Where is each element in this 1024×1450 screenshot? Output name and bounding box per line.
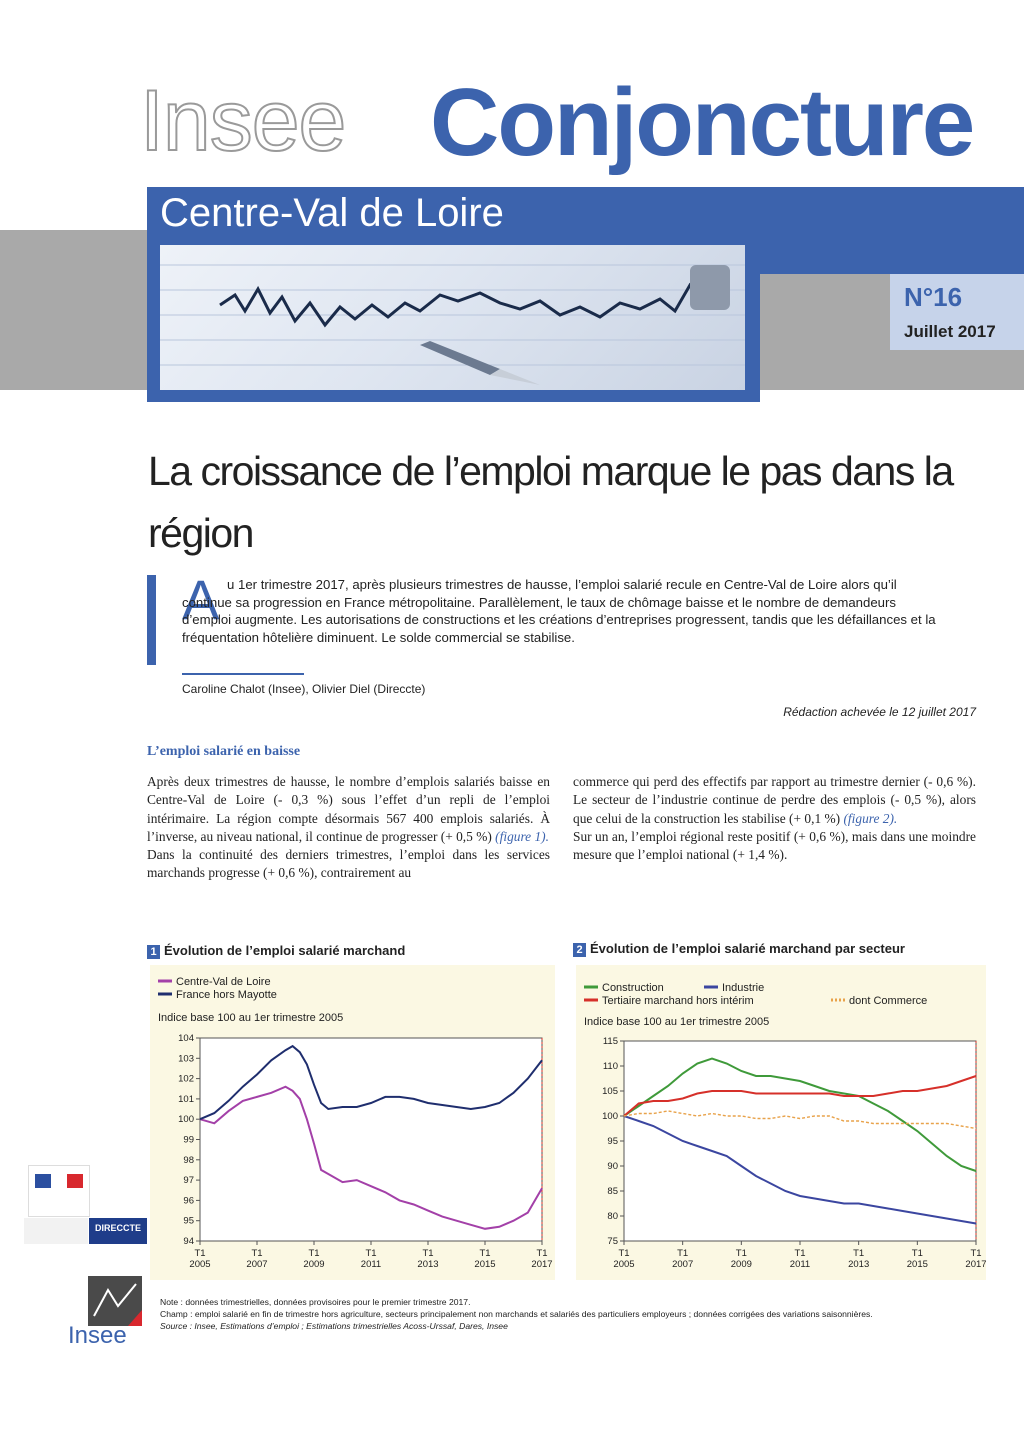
issue-date: Juillet 2017 — [904, 322, 996, 341]
legend-label: Industrie — [722, 982, 765, 994]
flag-blue — [35, 1174, 51, 1188]
republique-logo — [28, 1165, 90, 1217]
text-column-right — [573, 773, 976, 864]
insee-logo-icon — [88, 1276, 142, 1326]
champ-line: Champ : emploi salarié en fin de trimestre hors agriculture, secteurs principalement non marchands et salariés des particuliers employeurs ; données corrigées des variations saisonnières. — [160, 1309, 873, 1319]
abstract-rule — [182, 673, 304, 675]
text-column-left — [147, 773, 550, 883]
x-tick-label: 2007 — [246, 1259, 268, 1270]
figure-1-link[interactable]: (figure 1). — [495, 828, 549, 844]
flag-white — [51, 1174, 67, 1188]
figure-2-number: 2 — [573, 943, 586, 957]
section-heading: L’emploi salarié en baisse — [147, 744, 301, 759]
figure-2-title-text: Évolution de l’emploi salarié marchand par secteur — [590, 941, 905, 956]
abstract-accent-bar — [147, 575, 156, 665]
figure-2-link[interactable]: (figure 2). — [843, 810, 898, 826]
figure-1-title — [147, 943, 405, 959]
y-tick-label: 94 — [183, 1236, 194, 1247]
source-line: Source : Insee, Estimations d’emploi ; Estimations trimestrielles Acoss-Urssaf, Dares, Insee — [160, 1321, 508, 1331]
chart-2-svg — [576, 965, 986, 1280]
x-tick-label: T1 — [735, 1248, 747, 1259]
x-tick-label: T1 — [365, 1248, 377, 1259]
y-tick-label: 110 — [602, 1061, 618, 1072]
header-right-blue-band — [760, 187, 1024, 274]
brand-insee: Insee — [140, 73, 346, 169]
x-tick-label: 2011 — [360, 1259, 382, 1270]
x-tick-label: T1 — [194, 1248, 206, 1259]
x-tick-label: T1 — [536, 1248, 548, 1259]
x-tick-label: 2017 — [531, 1259, 553, 1270]
y-tick-label: 103 — [178, 1053, 194, 1065]
legend-label: France hors Mayotte — [176, 989, 277, 1001]
paragraph-text: commerce qui perd des effectifs par rapport au trimestre dernier (- 0,6 %). Le secteur de l’industrie continue de perdre des emplois (- 0,5 %), alors que celui de la construction les stabilise (+ 0,1 %) — [573, 774, 976, 826]
y-tick-label: 80 — [607, 1211, 618, 1222]
x-tick-label: 2005 — [189, 1259, 211, 1270]
y-tick-label: 100 — [602, 1111, 618, 1122]
paragraph — [147, 773, 550, 846]
figure-1-number: 1 — [147, 945, 160, 959]
y-tick-label: 104 — [178, 1033, 194, 1044]
figure-2-title — [573, 941, 905, 957]
x-tick-label: 2013 — [417, 1259, 439, 1270]
y-tick-label: 95 — [183, 1215, 194, 1227]
paragraph: Sur un an, l’emploi régional reste positif (+ 0,6 %), mais dans une moindre mesure que l’emploi national (+ 1,4 %). — [573, 828, 976, 863]
note-line: Note : données trimestrielles, données provisoires pour le premier trimestre 2017. — [160, 1297, 471, 1307]
flag-red — [67, 1174, 83, 1188]
insee-logo-text: Insee — [68, 1322, 127, 1349]
chart-1-svg — [150, 965, 555, 1280]
x-tick-label: 2017 — [965, 1259, 986, 1270]
direccte-logo: DIRECCTE — [89, 1218, 147, 1244]
y-tick-label: 96 — [183, 1195, 194, 1207]
authors: Caroline Chalot (Insee), Olivier Diel (Direccte) — [182, 682, 426, 696]
x-tick-label: T1 — [677, 1248, 689, 1259]
x-tick-label: 2015 — [906, 1259, 928, 1270]
x-tick-label: T1 — [911, 1248, 923, 1259]
brand-conjoncture: Conjoncture — [430, 69, 974, 176]
insee-logo-mark — [88, 1276, 142, 1326]
x-tick-label: 2009 — [303, 1259, 325, 1270]
paragraph — [573, 773, 976, 828]
x-tick-label: 2011 — [789, 1259, 811, 1270]
figure-1-title-text: Évolution de l’emploi salarié marchand — [164, 943, 406, 958]
y-tick-label: 98 — [183, 1154, 194, 1166]
x-tick-label: T1 — [479, 1248, 491, 1259]
abstract-dropcap: A — [182, 568, 220, 631]
y-tick-label: 102 — [178, 1073, 194, 1085]
redaction-date: Rédaction achevée le 12 juillet 2017 — [783, 705, 976, 719]
plot-area — [624, 1041, 976, 1241]
x-tick-label: T1 — [794, 1248, 806, 1259]
legend-label: Construction — [602, 982, 664, 994]
y-tick-label: 105 — [602, 1086, 618, 1097]
x-tick-label: T1 — [308, 1248, 320, 1259]
plot-area — [200, 1038, 542, 1241]
paragraph: Dans la continuité des derniers trimestres, l’emploi dans les services marchands progresse (+ 0,6 %), contrairement au — [147, 847, 550, 881]
y-tick-label: 100 — [178, 1114, 194, 1126]
x-tick-label: 2005 — [613, 1259, 635, 1270]
y-tick-label: 75 — [607, 1236, 618, 1247]
legend-label: dont Commerce — [849, 995, 928, 1007]
x-tick-label: T1 — [853, 1248, 865, 1259]
legend-label: Centre-Val de Loire — [176, 976, 271, 988]
y-tick-label: 85 — [607, 1186, 618, 1197]
figure-1-chart — [150, 965, 555, 1280]
abstract-text: u 1er trimestre 2017, après plusieurs trimestres de hausse, l’emploi salarié recule en Centre-Val de Loire alors qu’il continue sa progression en France métropolitaine. Parallèlement, le taux de chômage baisse et le nombre de demandeurs d’emploi augmente. Les autorisations de constructions et les créations d’entreprises progressent, tandis que les défaillances et la fréquentation hôtelière diminuent. Le solde commercial se stabilise. — [182, 577, 936, 645]
y-axis-label: Indice base 100 au 1er trimestre 2005 — [158, 1012, 344, 1024]
x-tick-label: 2009 — [730, 1259, 752, 1270]
x-tick-label: 2015 — [474, 1259, 496, 1270]
stock-chart-photo — [160, 245, 745, 390]
x-tick-label: T1 — [618, 1248, 630, 1259]
x-tick-label: 2013 — [848, 1259, 870, 1270]
y-tick-label: 115 — [602, 1036, 618, 1047]
x-tick-label: T1 — [251, 1248, 263, 1259]
region-name: Centre-Val de Loire — [160, 191, 504, 235]
figure-notes — [160, 1296, 960, 1332]
prefecture-logo — [24, 1218, 88, 1244]
y-tick-label: 99 — [183, 1134, 194, 1146]
x-tick-label: T1 — [422, 1248, 434, 1259]
y-tick-label: 95 — [607, 1136, 618, 1147]
y-tick-label: 90 — [607, 1161, 618, 1172]
figure-2-chart — [576, 965, 986, 1280]
header-photo — [160, 245, 745, 390]
x-tick-label: T1 — [970, 1248, 982, 1259]
y-tick-label: 101 — [178, 1093, 194, 1105]
y-tick-label: 97 — [183, 1175, 194, 1187]
issue-number: N°16 — [904, 282, 963, 312]
legend-label: Tertiaire marchand hors intérim — [602, 995, 754, 1007]
paragraph-text: Après deux trimestres de hausse, le nombre d’emplois salariés baisse en Centre-Val de Loire (- 0,3 %) sous l’effet d’un repli de l’emploi intérimaire. La région compte désormais 567 400 emplois salariés. À l’inverse, au niveau national, il continue de progresser (+ 0,5 %) — [147, 774, 550, 844]
y-axis-label: Indice base 100 au 1er trimestre 2005 — [584, 1016, 770, 1028]
x-tick-label: 2007 — [672, 1259, 694, 1270]
page-title: La croissance de l’emploi marque le pas dans la région — [148, 448, 953, 556]
